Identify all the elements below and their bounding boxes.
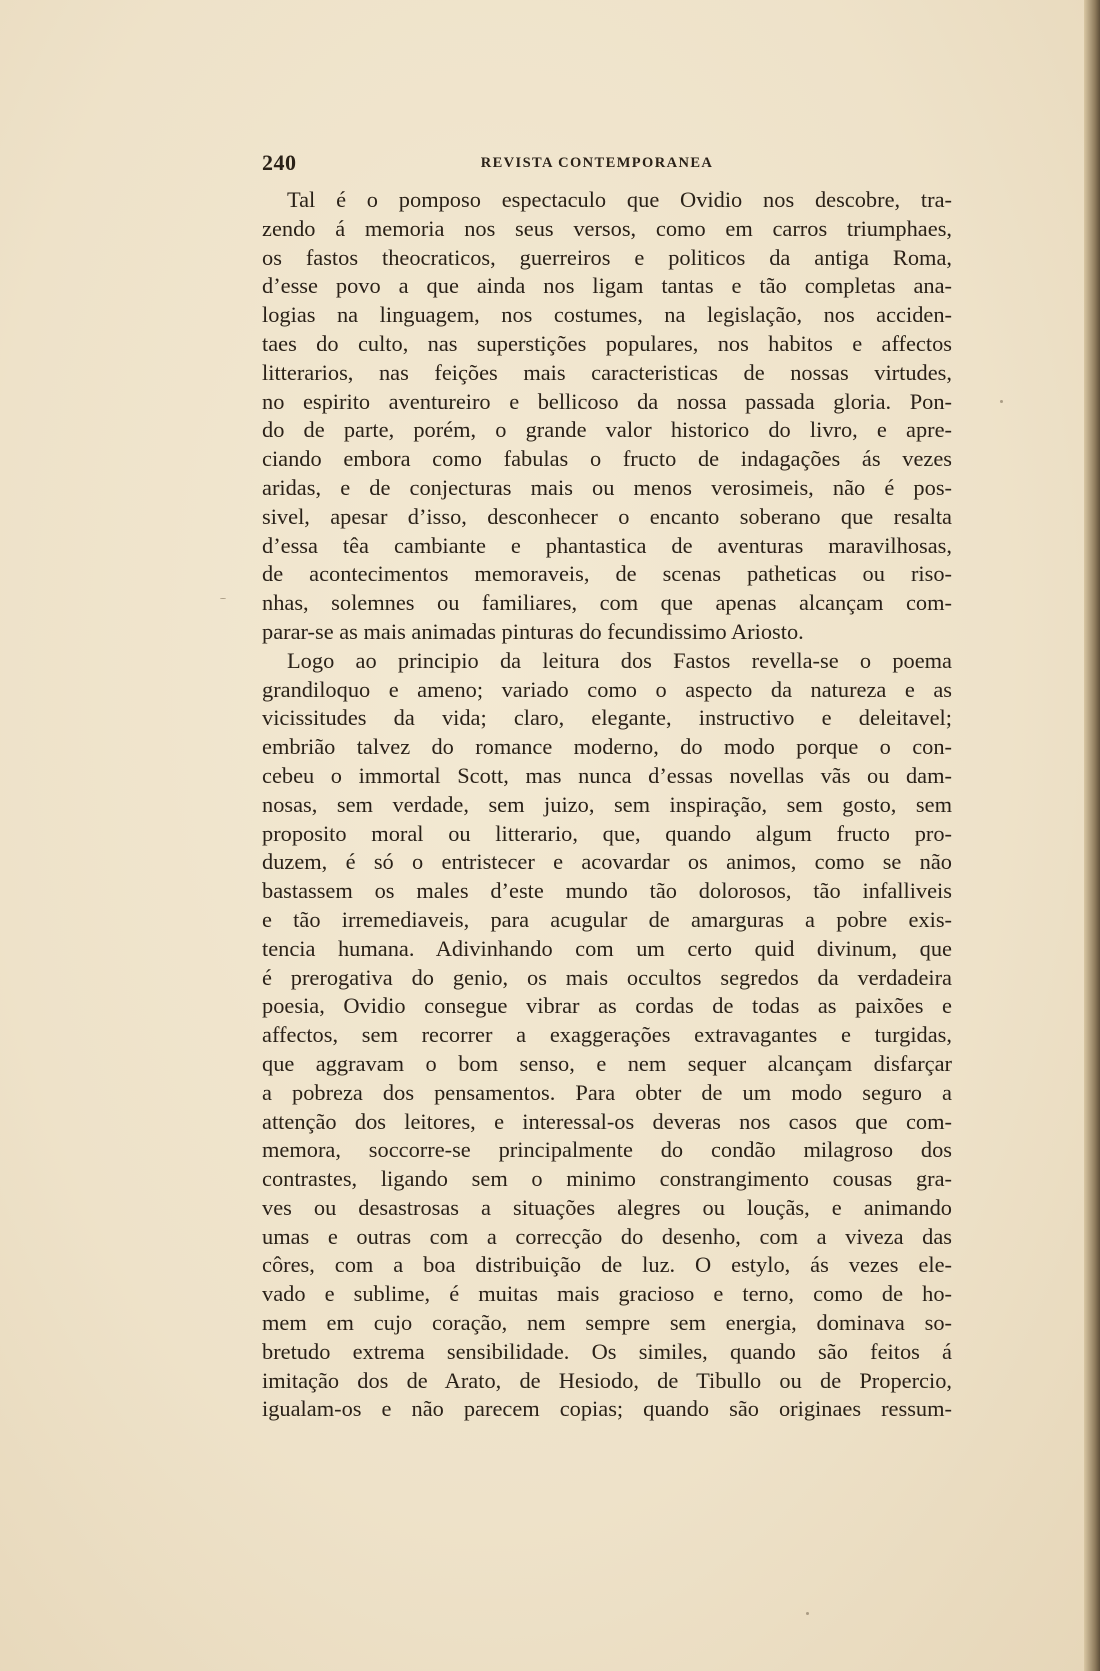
text-line: parar-se as mais animadas pinturas do fecundissimo Ariosto.: [262, 618, 804, 644]
text-line: os fastos theocraticos, guerreiros e politicos da antiga Roma,: [262, 244, 952, 270]
text-line: umas e outras com a correcção do desenho, com a viveza das: [262, 1223, 952, 1249]
text-line: vicissitudes da vida; claro, elegante, instructivo e deleitavel;: [262, 705, 952, 731]
text-line: embrião talvez do romance moderno, do modo porque o con-: [262, 734, 952, 760]
text-line: attenção dos leitores, e interessal-os deveras nos casos que com-: [262, 1108, 952, 1134]
text-line: affectos, sem recorrer a exaggerações extravagantes e turgidas,: [262, 1022, 952, 1048]
text-line: zendo á memoria nos seus versos, como em carros triumphaes,: [262, 215, 952, 241]
page-number: 240: [262, 150, 297, 175]
text-line: proposito moral ou litterario, que, quando algum fructo pro-: [262, 820, 952, 846]
text-line: e tão irremediaveis, para acugular de amarguras a pobre exis-: [262, 906, 952, 932]
text-line: Logo ao principio da leitura dos Fastos revella-se o poema: [287, 647, 952, 673]
text-line: logias na linguagem, nos costumes, na legislação, nos acciden-: [262, 302, 952, 328]
text-line: cebeu o immortal Scott, mas nunca d’essas novellas vãs ou dam-: [262, 762, 952, 788]
text-line: aridas, e de conjecturas mais ou menos verosimeis, não é pos-: [262, 474, 952, 500]
paper-speck: [806, 1612, 809, 1615]
text-line: no espirito aventureiro e bellicoso da nossa passada gloria. Pon-: [262, 388, 952, 414]
text-line: mem em cujo coração, nem sempre sem energia, dominava so-: [262, 1310, 952, 1336]
text-line: tencia humana. Adivinhando com um certo quid divinum, que: [262, 935, 952, 961]
text-line: bretudo extrema sensibilidade. Os similes, quando são feitos á: [262, 1338, 952, 1364]
text-line: é prerogativa do genio, os mais occultos segredos da verdadeira: [262, 964, 952, 990]
page-binding-edge: [1084, 0, 1100, 1671]
text-line: contrastes, ligando sem o minimo constrangimento cousas gra-: [262, 1166, 952, 1192]
text-line: do de parte, porém, o grande valor historico do livro, e apre-: [262, 417, 952, 443]
text-line: sivel, apesar d’isso, desconhecer o encanto soberano que resalta: [262, 503, 952, 529]
text-line: ciando embora como fabulas o fructo de indagações ás vezes: [262, 446, 952, 472]
text-line: imitação dos de Arato, de Hesiodo, de Tibullo ou de Propercio,: [262, 1367, 952, 1393]
text-line: igualam-os e não parecem copias; quando são originaes ressum-: [262, 1396, 952, 1422]
text-line: memora, soccorre-se principalmente do condão milagroso dos: [262, 1137, 952, 1163]
text-line: litterarios, nas feições mais caracteristicas de nossas virtudes,: [262, 359, 952, 385]
text-line: grandiloquo e ameno; variado como o aspecto da natureza e as: [262, 676, 952, 702]
text-line: bastassem os males d’este mundo tão dolorosos, tão infalliveis: [262, 878, 952, 904]
text-line: nhas, solemnes ou familiares, com que apenas alcançam com-: [262, 590, 952, 616]
text-line: d’esse povo a que ainda nos ligam tantas e tão completas ana-: [262, 273, 952, 299]
running-head: REVISTA CONTEMPORANEA: [480, 155, 714, 171]
paper-speck: [220, 598, 226, 599]
text-line: nosas, sem verdade, sem juizo, sem inspiração, sem gosto, sem: [262, 791, 952, 817]
text-line: que aggravam o bom senso, e nem sequer alcançam disfarçar: [262, 1050, 952, 1076]
text-line: taes do culto, nas superstições populares, nos habitos e affectos: [262, 330, 952, 356]
text-line: a pobreza dos pensamentos. Para obter de um modo seguro a: [262, 1079, 952, 1105]
text-line: de acontecimentos memoraveis, de scenas patheticas ou riso-: [262, 561, 952, 587]
page-header: [262, 150, 952, 176]
body-text: [262, 186, 952, 1424]
text-line: duzem, é só o entristecer e acovardar os animos, como se não: [262, 849, 952, 875]
text-line: d’essa têa cambiante e phantastica de aventuras maravilhosas,: [262, 532, 952, 558]
paper-speck: [1000, 400, 1003, 403]
text-line: vado e sublime, é muitas mais gracioso e terno, como de ho-: [262, 1281, 952, 1307]
text-line: ves ou desastrosas a situações alegres ou louçãs, e animando: [262, 1194, 952, 1220]
text-line: poesia, Ovidio consegue vibrar as cordas de todas as paixões e: [262, 993, 952, 1019]
text-line: côres, com a boa distribuição de luz. O estylo, ás vezes ele-: [262, 1252, 952, 1278]
text-line: Tal é o pomposo espectaculo que Ovidio nos descobre, tra-: [287, 187, 952, 212]
